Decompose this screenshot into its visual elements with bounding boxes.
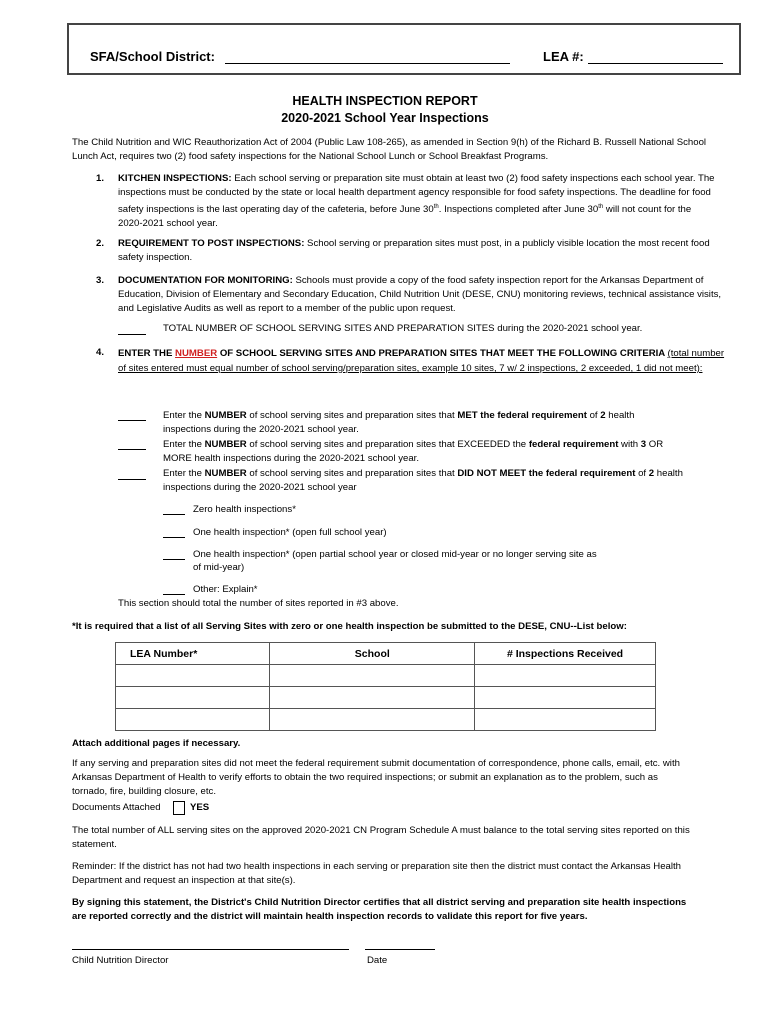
lea-field[interactable] (588, 63, 723, 64)
one-partial-year-label: One health inspection* (open partial school year or closed mid-year or no longer serving site as (193, 549, 597, 560)
reminder-paragraph: Reminder: If the district has not had two health inspections in each serving or preparation site then the district must contact the Arkansas Health Department and request an inspection at that site(s). (72, 861, 681, 886)
item-2-text (118, 237, 723, 265)
documents-yes-label: YES (190, 802, 210, 813)
table-row (116, 687, 656, 709)
one-partial-year-label-2: of mid-year) (193, 562, 245, 573)
certify-paragraph: By signing this statement, the District's Child Nutrition Director certifies that all district serving and preparation site health inspections are reported correctly and the district will maintain health inspection records to validate this report for five years. (72, 897, 687, 922)
c2-f: 3 (640, 439, 647, 450)
total-sites-label: TOTAL NUMBER OF SCHOOL SERVING SITES AND PREPARATION SITES during the 2020-2021 school year. (163, 323, 643, 334)
total-sites-blank[interactable] (118, 334, 146, 335)
district-field[interactable] (225, 63, 510, 64)
c3-d: DID NOT MEET the federal requirement (457, 468, 636, 479)
c2-a: Enter the (163, 439, 205, 450)
c1-d: MET the federal requirement (457, 410, 587, 421)
exceeded-requirement-blank[interactable] (118, 449, 146, 450)
table-row (116, 709, 656, 731)
c1-b: NUMBER (204, 410, 247, 421)
c1-c: of school serving sites and preparation sites that (246, 410, 458, 421)
one-partial-year-blank[interactable] (163, 559, 185, 560)
item-1-heading: KITCHEN INSPECTIONS: (118, 173, 232, 184)
c1-f: 2 (600, 410, 606, 421)
c1-g: health inspections during the 2020-2021 school year. (163, 410, 635, 435)
item-1-text (118, 172, 718, 231)
documents-attached-label: Documents Attached (72, 802, 161, 813)
section-total-note: This section should total the number of sites reported in #3 above. (118, 598, 399, 609)
report-title: HEALTH INSPECTION REPORT (292, 94, 478, 108)
c3-c: of school serving sites and preparation sites that (246, 468, 458, 479)
item-2-number: 2. (96, 238, 105, 249)
table-cell-lea[interactable] (116, 665, 270, 687)
date-line[interactable] (365, 949, 435, 950)
director-signature-line[interactable] (72, 949, 349, 950)
item-4-heading-a: ENTER THE (118, 348, 176, 359)
item-1-body-c: will not count for the 2020-2021 school year. (118, 204, 692, 230)
sites-table (115, 642, 656, 731)
c2-g: OR MORE health inspections during the 2020-2021 school year. (163, 439, 664, 464)
c3-b: NUMBER (204, 468, 247, 479)
item-1-body-b: . Inspections completed after June 30 (438, 204, 599, 216)
criteria-exceeded (163, 438, 683, 466)
table-header-school: School (270, 643, 475, 665)
director-label: Child Nutrition Director (72, 955, 169, 966)
report-subtitle: 2020-2021 School Year Inspections (281, 111, 489, 125)
c1-e: of (586, 410, 601, 421)
intro-paragraph: The Child Nutrition and WIC Reauthorization Act of 2004 (Public Law 108-265), as amended in Section 9(h) of the Richard B. Russell National School Lunch Act, requires two (2) food safety inspections for the National School Lunch or School Breakfast Programs. (72, 137, 707, 162)
item-4-heading-b: OF SCHOOL SERVING SITES AND PREPARATION SITES THAT MEET THE FOLLOWING CRITERIA (217, 348, 668, 359)
item-3-number: 3. (96, 275, 105, 286)
zero-inspections-label: Zero health inspections* (193, 504, 296, 515)
lea-label: LEA #: (543, 49, 584, 64)
item-1-sup-a: th (433, 204, 439, 210)
date-label: Date (367, 955, 388, 966)
c1-a: Enter the (163, 410, 205, 421)
table-header-lea: LEA Number* (116, 643, 270, 665)
total-balance-paragraph: The total number of ALL serving sites on the approved 2020-2021 CN Program Schedule A must balance to the total serving sites reported on this statement. (72, 825, 690, 850)
table-header-inspections: # Inspections Received (475, 643, 656, 665)
table-cell-school[interactable] (270, 665, 475, 687)
c2-c: of school serving sites and preparation sites that EXCEEDED the (246, 439, 529, 450)
table-cell-inspections[interactable] (475, 665, 656, 687)
item-4-note: (total number of sites entered must equal number of school serving/preparation sites, example 10 sites, 7 w/ 2 inspections, 2 exceeded, 1 did not meet): (118, 348, 725, 374)
documents-attached-checkbox[interactable] (173, 801, 185, 815)
met-requirement-blank[interactable] (118, 420, 146, 421)
table-cell-school[interactable] (270, 687, 475, 709)
not-met-requirement-blank[interactable] (118, 479, 146, 480)
table-cell-lea[interactable] (116, 709, 270, 731)
not-meet-paragraph: If any serving and preparation sites did not meet the federal requirement submit documentation of correspondence, phone calls, email, etc. with Arkansas Department of Health to verify efforts to obtain the two required inspections; or submit an explanation as to the problem, such as tornado, fire, building closure, etc. (72, 758, 680, 797)
c3-e: of (635, 468, 649, 479)
item-3-text (118, 274, 723, 316)
c2-b: NUMBER (204, 439, 247, 450)
item-1-sup-b: th (598, 204, 604, 210)
item-2-body: School serving or preparation sites must post, in a publicly visible location the most recent food safety inspection. (118, 238, 710, 263)
other-blank[interactable] (163, 594, 185, 595)
one-full-year-label: One health inspection* (open full school year) (193, 527, 387, 538)
district-label: SFA/School District: (90, 49, 215, 64)
required-list-note: *It is required that a list of all Serving Sites with zero or one health inspection be submitted to the DESE, CNU--List below: (72, 621, 627, 632)
item-3-body: Schools must provide a copy of the food safety inspection report for the Arkansas Department of Education, Division of Elementary and Secondary Education, Child Nutrition Unit (DESE, CNU) monitoring reviews, technical assistance visits, and Legislative Audits as well as report to a member of the public upon request. (118, 275, 722, 314)
criteria-met (163, 409, 683, 437)
table-cell-inspections[interactable] (475, 709, 656, 731)
table-cell-lea[interactable] (116, 687, 270, 709)
other-label: Other: Explain* (193, 584, 258, 595)
c3-a: Enter the (163, 468, 205, 479)
zero-inspections-blank[interactable] (163, 514, 185, 515)
c2-d: federal requirement (528, 439, 619, 450)
item-3-heading: DOCUMENTATION FOR MONITORING: (118, 275, 293, 286)
table-cell-school[interactable] (270, 709, 475, 731)
criteria-not-met (163, 467, 693, 495)
item-4-heading-number: NUMBER (175, 348, 218, 359)
item-4-text (118, 346, 728, 376)
item-1-number: 1. (96, 173, 105, 184)
table-row (116, 665, 656, 687)
c3-f: 2 (648, 468, 655, 479)
item-4-number: 4. (96, 347, 105, 358)
table-cell-inspections[interactable] (475, 687, 656, 709)
item-1-body-a: Each school serving or preparation site must obtain at least two (2) food safety inspections each school year. The inspections must be conducted by the state or local health department agency responsible for food safety inspections. The deadline for food safety inspections is the last operating day of the cafeteria, before June 30 (118, 173, 715, 216)
table-header-row (116, 643, 656, 665)
c3-g: health inspections during the 2020-2021 school year (163, 468, 683, 493)
one-full-year-blank[interactable] (163, 537, 185, 538)
attach-note: Attach additional pages if necessary. (72, 738, 241, 749)
item-2-heading: REQUIREMENT TO POST INSPECTIONS: (118, 238, 305, 249)
c2-e: with (618, 439, 641, 450)
